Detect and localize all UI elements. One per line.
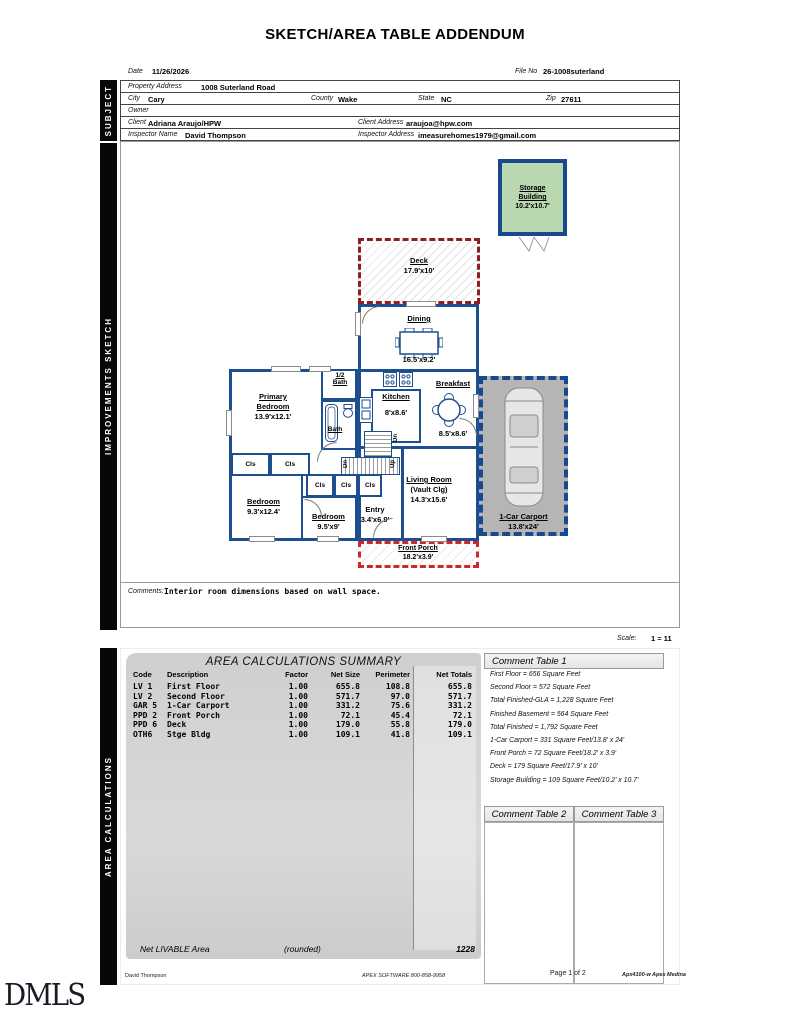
page-title: SKETCH/AREA TABLE ADDENDUM	[265, 26, 525, 43]
breakfast-label	[413, 379, 493, 389]
kitchen-label	[373, 392, 419, 402]
table-row: OTH6 Stge Bldg 1.00 109.1 41.8 109.1	[133, 729, 472, 739]
closet	[334, 474, 358, 497]
inspector-address-label: Inspector Address	[358, 131, 415, 138]
inspector-name-field[interactable]: David Thompson	[185, 131, 246, 140]
comment-table-2-header	[484, 806, 574, 822]
area-summary-title: AREA CALCULATIONS SUMMARY	[205, 656, 402, 668]
room-dims: 8.5'x8.6'	[438, 429, 468, 438]
stairs-down-label: Dn	[393, 434, 399, 442]
window-icon	[473, 394, 479, 418]
room-dims: 14.3'x15.6'	[410, 494, 448, 504]
sink-icon	[359, 397, 373, 423]
dining-dims	[369, 355, 469, 365]
footer-page-number: Page 1 of 2	[550, 970, 586, 977]
sidebar-section-improvements-sketch	[100, 143, 117, 630]
net-livable-value: 1228	[456, 944, 475, 954]
storage-door-icon	[515, 236, 551, 252]
table-row: LV 2 Second Floor 1.00 571.7 97.0 571.7	[133, 691, 472, 701]
col-perimeter: Perimeter	[375, 670, 410, 679]
comment-line: Total Finished = 1,792 Square Feet	[490, 723, 598, 731]
area-calculations-section	[120, 648, 680, 985]
date-label: Date	[128, 68, 143, 75]
property-address-field[interactable]: 1008 Suterland Road	[201, 83, 276, 92]
room-dims: 17.9'x10'	[403, 265, 435, 275]
kitchen-dims	[373, 408, 419, 418]
comment-table-2-title: Comment Table 2	[491, 808, 567, 820]
room-dims: 13.9'x12.1'	[254, 411, 292, 421]
zip-label: Zip	[546, 95, 556, 102]
area-summary-table	[130, 669, 475, 740]
toilet-icon	[342, 404, 354, 418]
room-name: Storage Building	[518, 185, 547, 202]
client-address-label: Client Address	[358, 119, 404, 126]
table-row: PPD 6 Deck 1.00 179.0 55.8 179.0	[133, 720, 472, 730]
scale-value: 1 = 11	[651, 634, 672, 643]
comment-line: Second Floor = 572 Square Feet	[490, 684, 591, 692]
room-name: Bedroom	[312, 512, 345, 521]
window-icon	[317, 536, 339, 542]
comment-table-2-body	[484, 822, 574, 984]
owner-row	[121, 105, 679, 117]
carport-label	[479, 512, 568, 532]
room-name: 1/2 Bath	[332, 372, 348, 387]
sidebar-label-subject: SUBJECT	[104, 84, 113, 137]
room-name: Entry	[365, 505, 385, 514]
closet-label: Cls	[364, 482, 376, 489]
inspector-row	[121, 129, 679, 141]
col-factor: Factor	[285, 670, 308, 679]
dining-label	[369, 314, 469, 324]
deck-label	[369, 256, 469, 276]
client-address-field[interactable]: araujoa@hpw.com	[406, 119, 473, 128]
net-livable-label: Net LIVABLE Area	[140, 944, 210, 954]
state-label: State	[418, 95, 435, 102]
room-dims: 13.8'x24'	[508, 521, 539, 531]
room-dims: 9.3'x12.4'	[247, 506, 280, 516]
comment-table-1-header	[484, 653, 664, 669]
room-name: Primary Bedroom	[256, 392, 290, 411]
city-label: City	[128, 95, 141, 102]
breakfast-dims	[413, 429, 493, 439]
window-icon	[355, 312, 361, 336]
table-row: LV 1 First Floor 1.00 655.8 108.8 655.8	[133, 682, 472, 691]
room-name: Breakfast	[435, 379, 471, 388]
state-field[interactable]: NC	[441, 95, 452, 104]
window-icon	[421, 536, 447, 542]
footer-version: Apx4100-w Apex Medina	[622, 972, 686, 978]
sidebar-label-area-calculations: AREA CALCULATIONS	[104, 755, 113, 878]
room-dims: 9.5'x9'	[317, 521, 340, 531]
comments-label: Comments:	[128, 588, 164, 595]
living-room-label	[384, 475, 474, 504]
bedroom-left-label	[226, 497, 301, 517]
zip-field[interactable]: 27611	[561, 95, 582, 104]
county-label: County	[311, 95, 334, 102]
tub-icon	[325, 404, 338, 442]
comment-line: Total Finished-GLA = 1,228 Square Feet	[490, 697, 614, 705]
stairs-up-label: Up	[390, 460, 396, 468]
client-field[interactable]: Adriana Araujo/HPW	[148, 119, 222, 128]
file-no-label: File No	[515, 68, 538, 75]
comment-line: 1-Car Carport = 331 Square Feet/13.8' x 24'	[490, 736, 625, 744]
half-bath-label	[325, 372, 355, 387]
city-field[interactable]: Cary	[148, 95, 165, 104]
room-name: Bath	[327, 426, 343, 433]
county-field[interactable]: Wake	[338, 95, 358, 104]
comments-section	[120, 583, 680, 628]
room-name: Kitchen	[382, 392, 410, 401]
sidebar-label-improvements-sketch: IMPROVEMENTS SKETCH	[104, 317, 113, 456]
col-code: Code	[133, 670, 152, 679]
footer-software: APEX SOFTWARE 800-858-9958	[362, 973, 446, 979]
comment-table-1-title: Comment Table 1	[492, 655, 567, 667]
room-name: Bedroom	[247, 497, 280, 506]
comment-line: First Floor = 656 Square Feet	[490, 671, 581, 678]
window-icon	[406, 301, 436, 307]
window-icon	[249, 536, 275, 542]
wall	[358, 369, 479, 372]
comment-table-3-title: Comment Table 3	[581, 808, 657, 820]
client-row	[121, 117, 679, 129]
room-name: Living Room	[406, 475, 452, 484]
footer-inspector: David Thompson	[125, 973, 167, 979]
closet-label: Cls	[245, 461, 256, 468]
col-description: Description	[167, 670, 209, 679]
comment-line: Storage Building = 109 Square Feet/10.2' x 10.7'	[490, 776, 639, 784]
inspector-name-label: Inspector Name	[128, 131, 178, 138]
comment-table-3-header	[574, 806, 664, 822]
col-net-size: Net Size	[330, 670, 360, 679]
closet	[231, 453, 270, 476]
window-icon	[271, 366, 301, 372]
storage-building-label	[502, 184, 563, 211]
client-label: Client	[128, 119, 146, 126]
primary-bedroom-label	[236, 392, 310, 421]
property-address-row	[121, 81, 679, 93]
property-address-label: Property Address	[128, 83, 182, 90]
comment-line: Deck = 179 Square Feet/17.9' x 10'	[490, 763, 598, 771]
closet-label: Cls	[340, 482, 352, 489]
subject-info-box	[120, 80, 680, 141]
room-dims: 3.4'x6.9'	[360, 514, 390, 524]
sidebar-section-area-calculations	[100, 648, 117, 985]
col-net-totals: Net Totals	[436, 670, 472, 679]
date-field[interactable]: 11/26/2026	[152, 67, 190, 76]
file-no-field[interactable]: 26-1008suterland	[543, 67, 605, 76]
scale-label: Scale:	[617, 635, 637, 642]
stairs-down	[364, 431, 392, 457]
city-county-state-zip-row	[121, 93, 679, 105]
room-dims: 16.5'x9.2'	[402, 355, 436, 364]
rounded-label: (rounded)	[284, 944, 321, 954]
owner-label: Owner	[128, 107, 149, 114]
table-row: GAR 5 1-Car Carport 1.00 331.2 75.6 331.2	[133, 701, 472, 711]
comments-text[interactable]: Interior room dimensions based on wall space.	[164, 587, 381, 596]
closet	[358, 474, 382, 497]
room-name: Dining	[407, 314, 431, 323]
table-row: PPD 2 Front Porch 1.00 72.1 45.4 72.1	[133, 710, 472, 720]
comment-table-1-lines	[484, 671, 664, 790]
comment-line: Front Porch = 72 Square Feet/18.2' x 3.9'	[490, 750, 617, 758]
floor-plan-sketch	[120, 141, 680, 583]
room-dims: 18.2'x3.9'	[402, 554, 434, 562]
room-dims: 8'x8.6'	[384, 408, 408, 417]
comment-line: Finished Basement = 564 Square Feet	[490, 710, 609, 718]
entry-label	[347, 505, 403, 525]
room-name: Front Porch	[398, 545, 438, 552]
dining-table-icon	[395, 328, 443, 358]
closet	[306, 474, 334, 497]
room-name: Deck	[410, 256, 428, 265]
bath-label	[322, 426, 348, 433]
room-dims: 10.2'x10.7'	[515, 203, 550, 211]
room-name: 1-Car Carport	[499, 512, 548, 521]
area-summary-panel	[126, 653, 481, 959]
stove-icon	[383, 372, 413, 387]
window-icon	[309, 366, 331, 372]
inspector-address-field[interactable]: imeasurehomes1979@gmail.com	[418, 131, 537, 140]
closet	[270, 453, 310, 476]
front-porch-label	[368, 544, 468, 562]
closet-label: Cls	[314, 482, 326, 489]
room-subtitle: (Vault Clg)	[410, 484, 448, 494]
sidebar-section-subject	[100, 80, 117, 141]
stairs-down-label: Dn	[343, 460, 349, 468]
closet-label: Cls	[284, 461, 296, 468]
car-icon	[499, 385, 549, 509]
window-icon	[226, 410, 232, 436]
comment-table-3-body	[574, 822, 664, 984]
table-header-row	[130, 669, 475, 682]
dmls-logo: DMLS	[4, 978, 85, 1013]
